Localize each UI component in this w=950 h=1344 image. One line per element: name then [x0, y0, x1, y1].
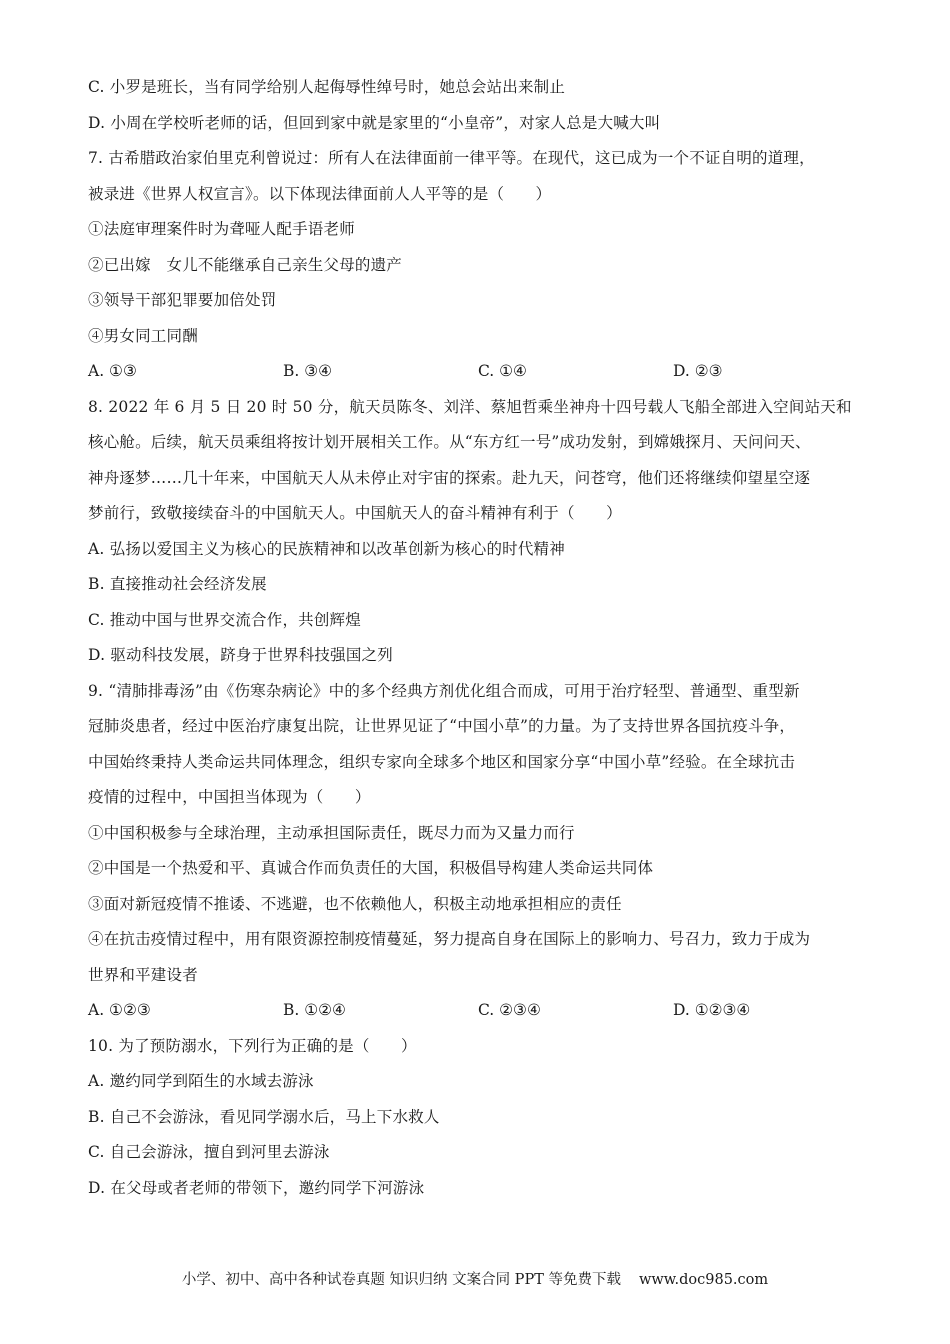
q9-option-b: B. ①②④: [283, 1001, 346, 1019]
q9-stem-line-4: 疫情的过程中，中国担当体现为（ ）: [88, 788, 371, 806]
q9-option-d: D. ①②③④: [673, 1001, 751, 1019]
q8-stem-line-1: 8. 2022 年 6 月 5 日 20 时 50 分，航天员陈冬、刘洋、蔡旭哲乘坐神舟十四号载人飞船全部进入空间站天和: [88, 397, 852, 416]
question-content: [88, 70, 868, 1206]
q9-statement-4: ④在抗击疫情过程中，用有限资源控制疫情蔓延，努力提高自身在国际上的影响力、号召力，致力于成为: [88, 930, 811, 948]
q9-stem-line-2: 冠肺炎患者，经过中医治疗康复出院，让世界见证了“中国小草”的力量。为了支持世界各国抗疫斗争，: [88, 717, 796, 735]
q7-options: [88, 354, 868, 390]
q8-option-c: C. 推动中国与世界交流合作，共创辉煌: [88, 610, 361, 629]
q9-stem-line-3: 中国始终秉持人类命运共同体理念，组织专家向全球多个地区和国家分享“中国小草”经验。在全球抗击: [88, 752, 796, 771]
q10-option-a: A. 邀约同学到陌生的水域去游泳: [88, 1072, 314, 1090]
q7-statement-2: ②已出嫁 女儿不能继承自己亲生父母的遗产: [88, 255, 403, 274]
q10-option-c: C. 自己会游泳，擅自到河里去游泳: [88, 1143, 330, 1161]
q7-option-c: C. ①④: [478, 362, 527, 380]
q9-options: [88, 993, 868, 1029]
q9-statement-2: ②中国是一个热爱和平、真诚合作而负责任的大国，积极倡导构建人类命运共同体: [88, 859, 654, 877]
q8-option-b: B. 直接推动社会经济发展: [88, 575, 267, 593]
q7-stem-line-1: 7. 古希腊政治家伯里克利曾说过：所有人在法律面前一律平等。在现代，这已成为一个不证自明的道理，: [88, 149, 815, 167]
q7-option-a: A. ①③: [88, 362, 137, 380]
q8-stem-line-2: 核心舱。后续，航天员乘组将按计划开展相关工作。从“东方红一号”成功发射，到嫦娥探月、天问问天、: [88, 433, 811, 451]
q6-option-d: D. 小周在学校听老师的话，但回到家中就是家里的“小皇帝”，对家人总是大喊大叫: [88, 113, 661, 132]
q8-stem-line-4: 梦前行，致敬接续奋斗的中国航天人。中国航天人的奋斗精神有利于（ ）: [88, 504, 622, 522]
q9-option-c: C. ②③④: [478, 1001, 541, 1019]
page-footer: [0, 1268, 950, 1289]
q7-statement-4: ④男女同工同酬: [88, 326, 198, 345]
q8-option-d: D. 驱动科技发展，跻身于世界科技强国之列: [88, 646, 393, 664]
q7-option-b: B. ③④: [283, 362, 333, 380]
q9-statement-4-cont: 世界和平建设者: [88, 965, 198, 984]
q9-statement-3: ③面对新冠疫情不推诿、不逃避，也不依赖他人，积极主动地承担相应的责任: [88, 894, 622, 913]
q7-statement-1: ①法庭审理案件时为聋哑人配手语老师: [88, 220, 355, 238]
q7-stem-line-2: 被录进《世界人权宣言》。以下体现法律面前人人平等的是（ ）: [88, 184, 552, 203]
q7-option-d: D. ②③: [673, 362, 723, 380]
q10-stem: 10. 为了预防溺水，下列行为正确的是（ ）: [88, 1036, 417, 1055]
q9-stem-line-1: 9. “清肺排毒汤”由《伤寒杂病论》中的多个经典方剂优化组合而成，可用于治疗轻型、普通型、重型新: [88, 681, 800, 700]
q10-option-b: B. 自己不会游泳，看见同学溺水后，马上下水救人: [88, 1107, 440, 1126]
footer-text: 小学、初中、高中各种试卷真题 知识归纳 文案合同 PPT 等免费下载: [181, 1272, 621, 1288]
q9-option-a: A. ①②③: [88, 1001, 151, 1019]
q8-stem-line-3: 神舟逐梦……几十年来，中国航天人从未停止对宇宙的探索。赴九天，问苍穹，他们还将继续仰望星空逐: [88, 468, 811, 487]
q8-option-a: A. 弘扬以爱国主义为核心的民族精神和以改革创新为核心的时代精神: [88, 539, 565, 558]
q7-statement-3: ③领导干部犯罪要加倍处罚: [88, 291, 277, 309]
q10-option-d: D. 在父母或者老师的带领下，邀约同学下河游泳: [88, 1178, 425, 1197]
q6-option-c: C. 小罗是班长，当有同学给别人起侮辱性绰号时，她总会站出来制止: [88, 78, 566, 96]
q9-statement-1: ①中国积极参与全球治理，主动承担国际责任，既尽力而为又量力而行: [88, 823, 575, 842]
footer-url[interactable]: www.doc985.com: [638, 1272, 769, 1288]
